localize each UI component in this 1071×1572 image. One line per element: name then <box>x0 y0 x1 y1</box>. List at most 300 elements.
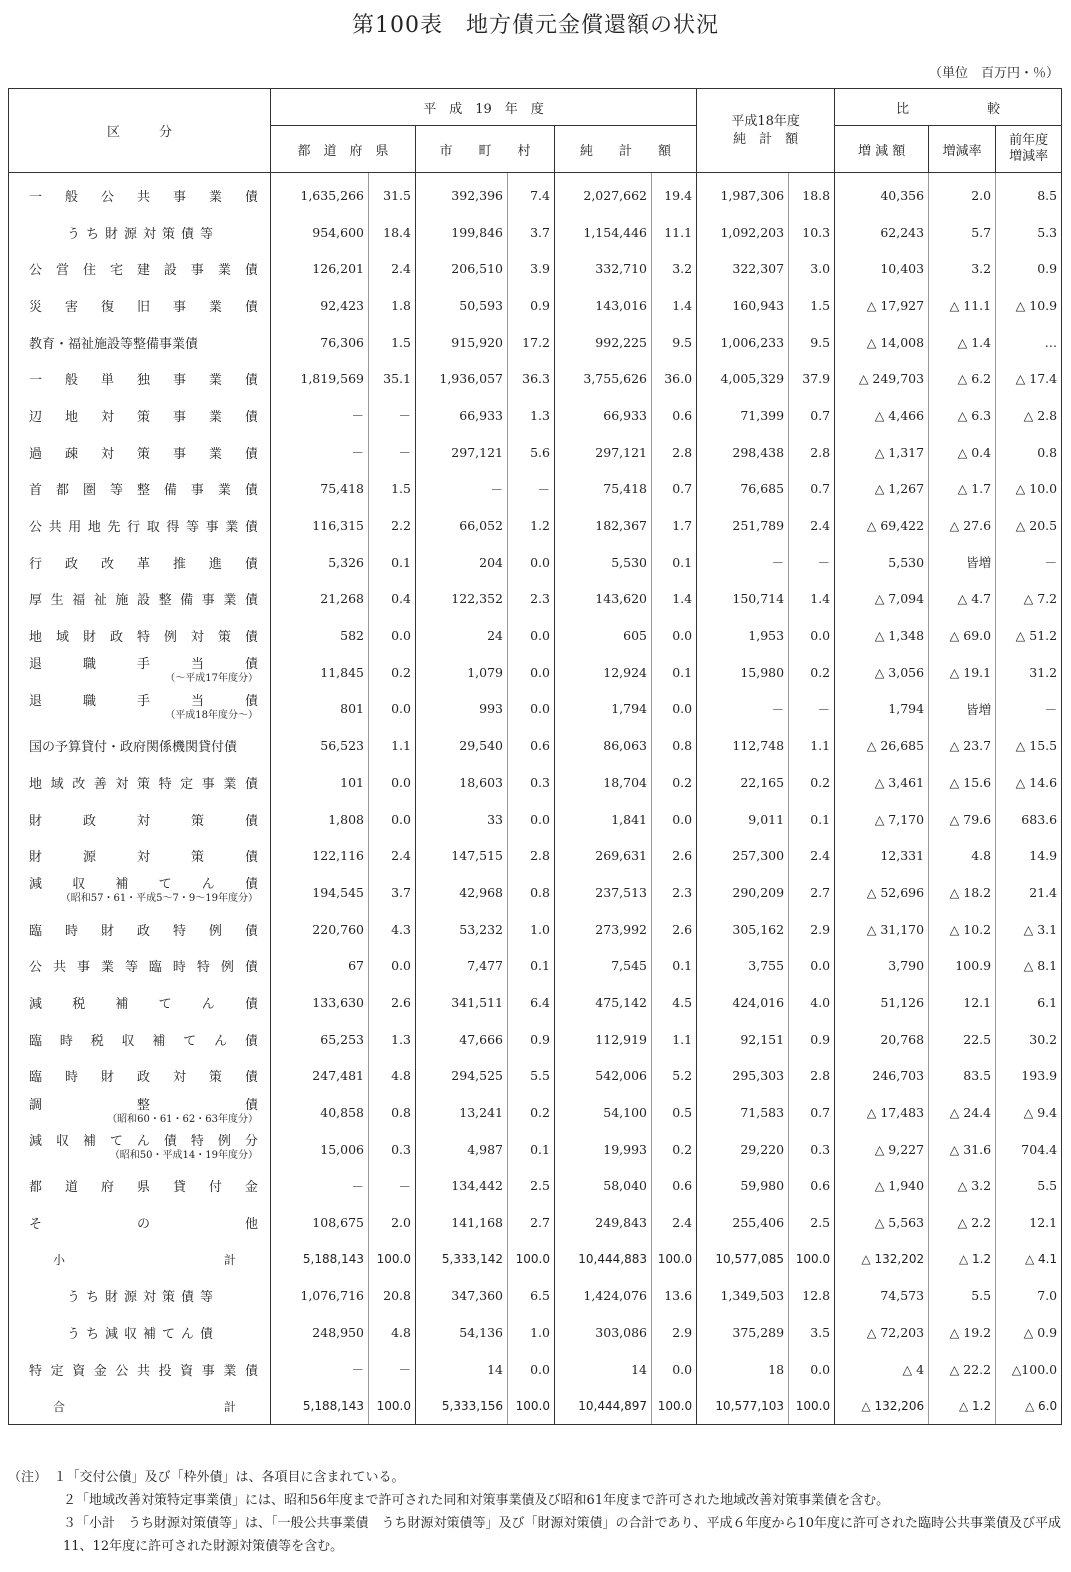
table-cell: 7.4 <box>508 173 555 214</box>
table-cell: 0.7 <box>789 471 835 508</box>
table-cell: 2.4 <box>369 837 416 874</box>
row-label <box>9 507 271 544</box>
table-cell: 2.8 <box>789 434 835 471</box>
table-cell: 0.1 <box>508 947 555 984</box>
row-label-text: 国の予算貸付・政府関係機関貸付債 <box>29 740 238 756</box>
table-cell: 6.4 <box>508 984 555 1021</box>
row-label-text: そ の 他 <box>29 1217 258 1233</box>
table-cell: 6.1 <box>996 984 1062 1021</box>
table-cell: 1.3 <box>369 1021 416 1058</box>
table-cell: 0.0 <box>789 947 835 984</box>
row-label <box>9 874 271 911</box>
table-cell: 7,477 <box>416 947 508 984</box>
header-hikaku: 比 較 <box>835 89 1062 126</box>
table-cell: － <box>996 544 1062 581</box>
header-shichoson: 市 町 村 <box>416 126 555 173</box>
table-cell: － <box>996 691 1062 728</box>
table-cell: 0.6 <box>652 397 697 434</box>
table-cell: － <box>508 471 555 508</box>
table-cell: 204 <box>416 544 508 581</box>
table-cell: 0.9 <box>789 1021 835 1058</box>
table-cell: 5,333,156 <box>416 1388 508 1425</box>
header-h18: 平成18年度 純 計 額 <box>697 89 835 173</box>
table-cell: 294,525 <box>416 1058 508 1095</box>
row-label-text: 退 職 手 当 債 <box>29 657 258 673</box>
table-cell: 100.0 <box>789 1241 835 1278</box>
table-cell: △ 1.7 <box>929 471 996 508</box>
table-cell: 0.0 <box>652 617 697 654</box>
row-label-text: 公 共 用 地 先 行 取 得 等 事 業 債 <box>29 520 258 536</box>
table-cell: 7.0 <box>996 1278 1062 1315</box>
table-cell: 2.2 <box>369 507 416 544</box>
table-cell: 0.1 <box>652 544 697 581</box>
row-label <box>9 324 271 361</box>
table-cell: 1,154,446 <box>555 214 652 251</box>
table-cell: 0.8 <box>369 1094 416 1131</box>
row-label <box>9 764 271 801</box>
row-label-text: 特 定 資 金 公 共 投 資 事 業 債 <box>29 1363 258 1379</box>
row-label-text: 調 整 債 <box>29 1097 258 1113</box>
table-cell: 66,933 <box>555 397 652 434</box>
table-cell: － <box>369 1168 416 1205</box>
table-cell: 2.4 <box>789 837 835 874</box>
table-cell: 1,635,266 <box>271 173 369 214</box>
table-cell: 1,936,057 <box>416 360 508 397</box>
table-row <box>9 1094 1062 1131</box>
table-cell: 100.0 <box>508 1388 555 1425</box>
table-cell: 915,920 <box>416 324 508 361</box>
table-cell: 424,016 <box>732 994 785 1010</box>
table-cell: 0.0 <box>508 654 555 691</box>
row-label <box>9 1021 271 1058</box>
table-cell: 65,253 <box>271 1021 369 1058</box>
table-cell: 143,016 <box>555 287 652 324</box>
row-label-text: 行 政 改 革 推 進 債 <box>29 556 258 572</box>
table-cell: 1,808 <box>271 801 369 838</box>
table-cell: － <box>271 434 369 471</box>
row-label-note: （～平成17年度分） <box>165 673 258 685</box>
row-label-text: 公 営 住 宅 建 設 事 業 債 <box>29 263 258 279</box>
table-cell: 5.6 <box>508 434 555 471</box>
table-cell: 1.4 <box>789 581 835 618</box>
table-row <box>9 287 1062 324</box>
table-cell: 35.1 <box>369 360 416 397</box>
row-label-text: 都 道 府 県 貸 付 金 <box>29 1180 258 1196</box>
table-cell: － <box>771 555 785 571</box>
table-cell: 4.3 <box>369 911 416 948</box>
row-label-text: 臨 時 財 政 対 策 債 <box>29 1070 258 1086</box>
table-cell: 29,540 <box>416 727 508 764</box>
row-label <box>9 984 271 1021</box>
table-cell: 47,666 <box>416 1021 508 1058</box>
table-cell: 9,011 <box>748 811 785 827</box>
row-label-text: うち財源対策債等 <box>67 226 220 242</box>
table-cell: 375,289 <box>732 1325 785 1341</box>
table-cell: 1,819,569 <box>271 360 369 397</box>
table-cell: 21.4 <box>996 874 1062 911</box>
table-cell: 1,076,716 <box>271 1278 369 1315</box>
table-cell: △ 7,170 <box>874 811 925 827</box>
table-cell: △ 1.4 <box>929 324 996 361</box>
table-cell: － <box>271 1168 369 1205</box>
table-cell: 206,510 <box>416 250 508 287</box>
table-cell: 11.1 <box>652 214 697 251</box>
row-label <box>9 1351 271 1388</box>
table-cell: 9.5 <box>652 324 697 361</box>
row-label <box>9 1204 271 1241</box>
table-cell: － <box>416 471 508 508</box>
table-cell: 392,396 <box>416 173 508 214</box>
table-row <box>9 1021 1062 1058</box>
table-cell: 0.9 <box>996 250 1062 287</box>
table-cell: △ 52,696 <box>866 884 925 900</box>
table-cell: 0.7 <box>789 1094 835 1131</box>
table-row <box>9 874 1062 911</box>
table-cell: 62,243 <box>880 224 925 240</box>
table-cell: 1,079 <box>416 654 508 691</box>
row-label-text: 公 共 事 業 等 臨 時 特 例 債 <box>29 960 258 976</box>
table-cell: 9.5 <box>789 324 835 361</box>
table-cell: △ 15.5 <box>996 727 1062 764</box>
table-cell: 3,790 <box>888 958 925 974</box>
table-row <box>9 434 1062 471</box>
table-cell: 108,675 <box>271 1204 369 1241</box>
table-cell: 10.3 <box>789 214 835 251</box>
table-cell: 0.0 <box>369 617 416 654</box>
table-cell: 1,424,076 <box>555 1278 652 1315</box>
row-label-text: 合 計 <box>53 1399 236 1414</box>
table-cell: 2,027,662 <box>555 173 652 214</box>
table-cell: 100.0 <box>789 1388 835 1425</box>
table-cell: 100.0 <box>369 1241 416 1278</box>
table-cell: 74,573 <box>880 1288 925 1304</box>
table-row <box>9 1388 1062 1425</box>
table-cell: △ 7,094 <box>874 591 925 607</box>
table-cell: 290,209 <box>732 884 785 900</box>
table-cell: 0.2 <box>652 764 697 801</box>
table-cell: 5,530 <box>555 544 652 581</box>
table-row <box>9 691 1062 728</box>
table-cell: △ 9,227 <box>874 1141 925 1157</box>
table-cell: 2.4 <box>652 1204 697 1241</box>
table-cell: 36.0 <box>652 360 697 397</box>
row-label <box>9 1241 271 1278</box>
table-cell: △ 4.1 <box>996 1241 1062 1278</box>
table-cell: 542,006 <box>555 1058 652 1095</box>
table-cell: 0.5 <box>652 1094 697 1131</box>
table-cell: 14 <box>416 1351 508 1388</box>
table-cell: 0.1 <box>652 947 697 984</box>
table-cell: 2.6 <box>369 984 416 1021</box>
table-cell: 1.7 <box>652 507 697 544</box>
table-cell: 126,201 <box>271 250 369 287</box>
table-cell: 150,714 <box>732 591 785 607</box>
table-cell: 10,444,883 <box>555 1241 652 1278</box>
table-cell: 1.2 <box>508 507 555 544</box>
note-2: ２「地域改善対策特定事業債」には、昭和56年度まで許可された同和対策事業債及び昭和61年度まで許可された地域改善対策事業債を含む。 <box>63 1493 890 1508</box>
table-cell: 247,481 <box>271 1058 369 1095</box>
table-cell: 36.3 <box>508 360 555 397</box>
row-label <box>9 214 271 251</box>
table-cell: 71,399 <box>740 407 785 423</box>
table-cell: 255,406 <box>732 1215 785 1231</box>
table-cell: － <box>369 397 416 434</box>
table-cell: △ 51.2 <box>996 617 1062 654</box>
row-label <box>9 544 271 581</box>
table-cell: 0.4 <box>369 581 416 618</box>
table-cell: 993 <box>416 691 508 728</box>
header-zogenritsu: 増減率 <box>929 126 996 173</box>
table-cell: 143,620 <box>555 581 652 618</box>
table-cell: 0.0 <box>369 764 416 801</box>
table-cell: 112,919 <box>555 1021 652 1058</box>
table-cell: 1.5 <box>369 471 416 508</box>
row-label-text: 辺 地 対 策 事 業 債 <box>29 409 258 425</box>
table-cell: 954,600 <box>271 214 369 251</box>
table-cell: 2.3 <box>508 581 555 618</box>
row-label-text: うち減収補てん債 <box>67 1327 220 1343</box>
table-cell: 194,545 <box>271 874 369 911</box>
table-cell: 0.2 <box>789 654 835 691</box>
table-cell: △ 132,206 <box>835 1388 929 1425</box>
table-cell: 5.7 <box>929 214 996 251</box>
table-cell: △ 3,056 <box>874 664 925 680</box>
table-row <box>9 1351 1062 1388</box>
row-label-note: （昭和57・61・平成5～7・9～19年度分） <box>60 893 258 905</box>
table-cell: 5.5 <box>508 1058 555 1095</box>
table-cell: 76,306 <box>271 324 369 361</box>
table-cell: 297,121 <box>555 434 652 471</box>
table-cell: △ 6.0 <box>996 1388 1062 1425</box>
table-cell: 0.9 <box>508 287 555 324</box>
table-cell: 199,846 <box>416 214 508 251</box>
table-cell: △ 1.2 <box>929 1241 996 1278</box>
table-cell: 5,188,143 <box>271 1388 369 1425</box>
row-label-text: 減 収 補 て ん 債 特 例 分 <box>29 1134 258 1150</box>
table-row <box>9 471 1062 508</box>
table-cell: 100.0 <box>369 1388 416 1425</box>
table-cell: △ 7.2 <box>996 581 1062 618</box>
table-cell: 0.8 <box>508 874 555 911</box>
row-label <box>9 434 271 471</box>
table-cell: △ 26,685 <box>866 738 925 754</box>
table-cell: 19.4 <box>652 173 697 214</box>
table-cell: △ 4.7 <box>929 581 996 618</box>
table-cell: 3.2 <box>929 250 996 287</box>
table-cell: 322,307 <box>732 261 785 277</box>
table-cell: △ 3.1 <box>996 911 1062 948</box>
table-cell: 237,513 <box>555 874 652 911</box>
table-cell: 273,992 <box>555 911 652 948</box>
table-cell: 122,116 <box>271 837 369 874</box>
table-cell: 1.8 <box>369 287 416 324</box>
table-cell: 12.8 <box>789 1278 835 1315</box>
table-cell: 13,241 <box>416 1094 508 1131</box>
table-cell: 3.5 <box>789 1314 835 1351</box>
table-cell: 0.2 <box>789 764 835 801</box>
table-cell: 801 <box>271 691 369 728</box>
table-cell: － <box>771 701 785 717</box>
row-label <box>9 1131 271 1168</box>
table-row <box>9 1168 1062 1205</box>
row-label-text: うち財源対策債等 <box>67 1290 220 1306</box>
table-cell: △ 249,703 <box>858 371 925 387</box>
row-label <box>9 801 271 838</box>
table-cell: 0.3 <box>789 1131 835 1168</box>
table-cell: 3.0 <box>789 250 835 287</box>
table-cell: 21,268 <box>271 581 369 618</box>
table-cell: 1.3 <box>508 397 555 434</box>
table-cell: 10,577,085 <box>715 1252 785 1267</box>
table-cell: △ 3.2 <box>929 1168 996 1205</box>
table-row <box>9 617 1062 654</box>
table-cell: 67 <box>271 947 369 984</box>
table-cell: 100.0 <box>652 1241 697 1278</box>
table-row <box>9 984 1062 1021</box>
table-cell: 1.5 <box>369 324 416 361</box>
table-cell: 5.2 <box>652 1058 697 1095</box>
table-row <box>9 544 1062 581</box>
row-label-text: 財 源 対 策 債 <box>29 850 258 866</box>
header-zennendo: 前年度 増減率 <box>996 126 1062 173</box>
table-row <box>9 324 1062 361</box>
table-cell: △ 24.4 <box>929 1094 996 1131</box>
table-cell: 12,924 <box>555 654 652 691</box>
row-label <box>9 360 271 397</box>
table-cell: 86,063 <box>555 727 652 764</box>
row-label <box>9 1388 271 1425</box>
row-label-text: 過 疎 対 策 事 業 債 <box>29 446 258 462</box>
table-cell: 112,748 <box>732 738 785 754</box>
row-label-text: 臨 時 税 収 補 て ん 債 <box>29 1033 258 1049</box>
table-row <box>9 214 1062 251</box>
table-cell: 42,968 <box>416 874 508 911</box>
table-cell: 18 <box>768 1361 785 1377</box>
table-cell: 1.0 <box>508 1314 555 1351</box>
table-cell: △ 4 <box>902 1361 925 1377</box>
table-cell: 2.8 <box>508 837 555 874</box>
row-label <box>9 1278 271 1315</box>
table-cell: 0.2 <box>369 654 416 691</box>
page-title: 第100表 地方債元金償還額の状況 <box>352 13 719 38</box>
table-cell: 12.1 <box>929 984 996 1021</box>
table-cell: △ 1,348 <box>874 628 925 644</box>
table-cell: 683.6 <box>996 801 1062 838</box>
table-cell: 29,220 <box>740 1141 785 1157</box>
row-label <box>9 397 271 434</box>
table-cell: 220,760 <box>271 911 369 948</box>
table-cell: 0.0 <box>652 691 697 728</box>
table-cell: 24 <box>416 617 508 654</box>
table-cell: △ 9.4 <box>996 1094 1062 1131</box>
table-cell: 305,162 <box>732 921 785 937</box>
table-cell: 101 <box>271 764 369 801</box>
table-cell: － <box>369 434 416 471</box>
table-cell: 4,987 <box>416 1131 508 1168</box>
table-row <box>9 911 1062 948</box>
table-row <box>9 581 1062 618</box>
table-cell: 341,511 <box>416 984 508 1021</box>
table-row <box>9 250 1062 287</box>
table-cell: 2.9 <box>789 911 835 948</box>
table-cell: 2.6 <box>652 837 697 874</box>
note-1: （注） １「交付公債」及び「枠外債」は、各項目に含まれている。 <box>8 1470 405 1485</box>
table-cell: 0.9 <box>508 1021 555 1058</box>
table-cell: 3.7 <box>508 214 555 251</box>
table-cell: 0.0 <box>508 544 555 581</box>
table-cell: 15,980 <box>740 664 785 680</box>
table-cell: 10,444,897 <box>555 1388 652 1425</box>
table-cell: 56,523 <box>271 727 369 764</box>
table-cell: 31.5 <box>369 173 416 214</box>
table-cell: 582 <box>271 617 369 654</box>
table-cell: △ 20.5 <box>996 507 1062 544</box>
table-row <box>9 1278 1062 1315</box>
table-cell: 37.9 <box>789 360 835 397</box>
table-row <box>9 947 1062 984</box>
table-cell: 295,303 <box>732 1068 785 1084</box>
table-cell: △ 69.0 <box>929 617 996 654</box>
table-cell: 2.0 <box>929 173 996 214</box>
table-row <box>9 654 1062 691</box>
row-label <box>9 617 271 654</box>
table-cell: △ 1,317 <box>874 444 925 460</box>
table-cell: 59,980 <box>740 1178 785 1194</box>
table-cell: 6.5 <box>508 1278 555 1315</box>
table-cell: 298,438 <box>732 444 785 460</box>
table-cell: 50,593 <box>416 287 508 324</box>
table-row <box>9 360 1062 397</box>
table-row <box>9 1314 1062 1351</box>
table-cell: 0.1 <box>508 1131 555 1168</box>
table-cell: 133,630 <box>271 984 369 1021</box>
table-cell: 248,950 <box>271 1314 369 1351</box>
table-cell: 2.8 <box>789 1058 835 1095</box>
table-cell: 1,794 <box>888 701 925 717</box>
table-cell: 71,583 <box>740 1105 785 1121</box>
table-cell: 13.6 <box>652 1278 697 1315</box>
table-cell: 1.4 <box>652 287 697 324</box>
table-cell: 18.8 <box>789 173 835 214</box>
row-label <box>9 691 271 728</box>
row-label-text: 首 都 圏 等 整 備 事 業 債 <box>29 483 258 499</box>
table-cell: 22.5 <box>929 1021 996 1058</box>
row-label-text: 小 計 <box>53 1252 236 1267</box>
table-cell: 皆増 <box>929 691 996 728</box>
table-cell: 12,331 <box>880 848 925 864</box>
table-cell: － <box>271 397 369 434</box>
table-cell: 122,352 <box>416 581 508 618</box>
table-cell: △ 69,422 <box>866 518 925 534</box>
row-label <box>9 1314 271 1351</box>
table-cell: △ 10.2 <box>929 911 996 948</box>
row-label-text: 災 害 復 旧 事 業 債 <box>29 299 258 315</box>
row-label-text: 一 般 単 独 事 業 債 <box>29 373 258 389</box>
table-cell: 54,136 <box>416 1314 508 1351</box>
table-cell: 303,086 <box>555 1314 652 1351</box>
table-row <box>9 1204 1062 1241</box>
table-cell: 2.4 <box>369 250 416 287</box>
table-cell: 20,768 <box>880 1031 925 1047</box>
table-cell: － <box>789 544 835 581</box>
table-cell: 3,755 <box>748 958 785 974</box>
row-label-text: 地 域 改 善 対 策 特 定 事 業 債 <box>29 776 258 792</box>
table-cell: 332,710 <box>555 250 652 287</box>
row-label-text: 財 政 対 策 債 <box>29 813 258 829</box>
table-cell: 100.9 <box>929 947 996 984</box>
table-cell: 5,326 <box>271 544 369 581</box>
table-cell: 251,789 <box>732 518 785 534</box>
